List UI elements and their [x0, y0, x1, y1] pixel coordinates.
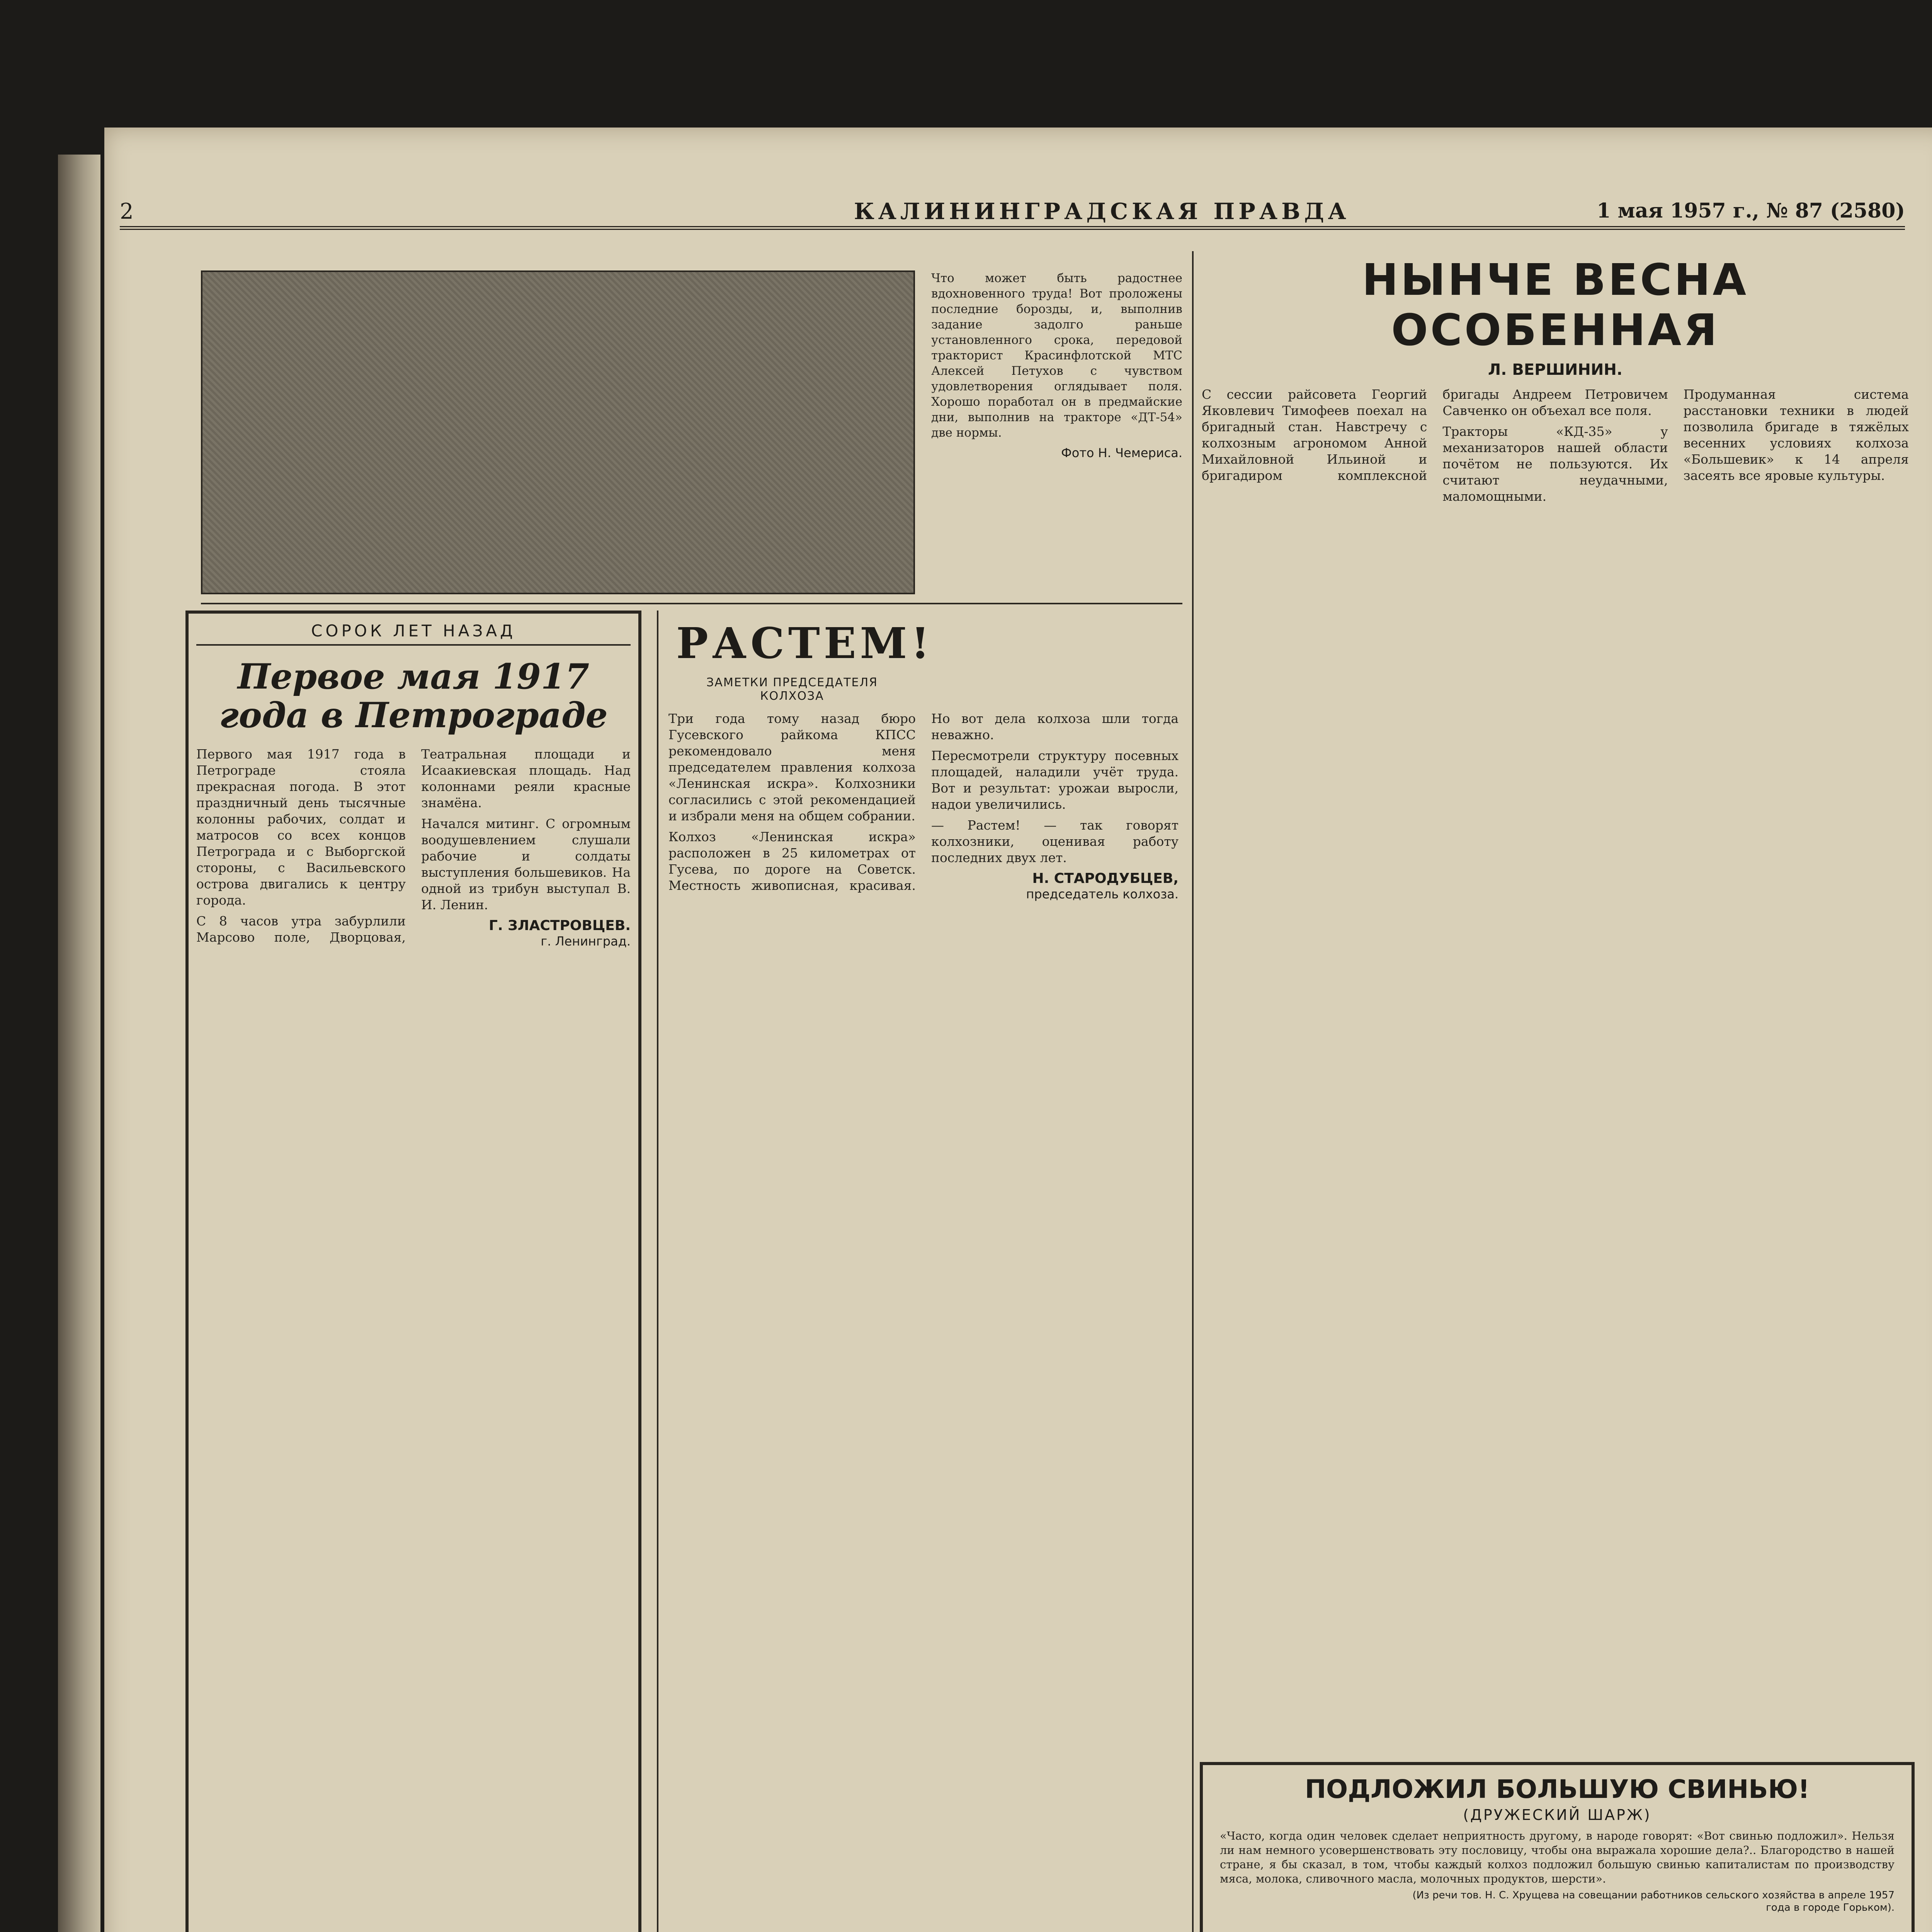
article-1917-body: [196, 746, 631, 949]
article-rastem-title: РАСТЕМ!: [676, 618, 934, 668]
issue-date: 1 мая 1957 г., № 87 (2580): [1597, 199, 1905, 223]
article-rastem: [668, 611, 1179, 1932]
caricature-quote: «Часто, когда один человек сделает неприятность другому, в народе говорят: «Вот свинью подложил». Нельзя ли нам немного усовершенствовать эту пословицу, чтобы она выражала хорошие дела?.. Благородство в нашей стране, я бы сказал, в том, чтобы каждый колхоз подложил большую свинью капиталистам по производству мяса, молока, сливочного масла, молочных продуктов, шерсти».: [1220, 1829, 1895, 1885]
article-1917-location: г. Ленинград.: [541, 934, 631, 949]
tractor-photo: [201, 270, 915, 594]
article-1917-title: Первое мая 1917 года в Петрограде: [219, 656, 608, 736]
newspaper-title: КАЛИНИНГРАДСКАЯ ПРАВДА: [854, 198, 1350, 224]
article-paragraph: Первого мая 1917 года в Петрограде стояла прекрасная погода. В этот праздничный день тысячные колонны рабочих, солдат и матросов со всех концов Петрограда и с Выборгской стороны, с Васильевского острова двигались к центру города.: [196, 747, 406, 908]
article-spring: [1202, 247, 1909, 1812]
tractor-caption-box: [931, 270, 1182, 591]
page-header: [120, 195, 1905, 230]
divider: [657, 611, 658, 1932]
article-1917: [185, 611, 641, 1932]
article-paragraph: С сессии райсовета Георгий Яковлевич Тимофеев поехал на бригадный стан. Навстречу с колхозным агрономом Анной Михайловной Ильиной и бригадиром комплексной бригады Андреем Петровичем Савченко он объехал все поля.: [1202, 387, 1668, 483]
caricature-source: (Из речи тов. Н. С. Хрущева на совещании работников сельского хозяйства в апреле 1957 года в городе Горьком).: [1412, 1889, 1895, 1913]
article-rastem-signature: Н. СТАРОДУБЦЕВ,: [1032, 871, 1179, 886]
divider: [201, 603, 1182, 604]
page-number: 2: [120, 199, 134, 224]
caricature-title: ПОДЛОЖИЛ БОЛЬШУЮ СВИНЬЮ!: [1304, 1774, 1810, 1804]
pig-drawing: [1212, 1918, 1900, 1932]
article-1917-kicker: СОРОК ЛЕТ НАЗАД: [196, 621, 631, 646]
article-1917-signature: Г. ЗЛАСТРОВЦЕВ.: [489, 918, 631, 934]
caricature-box: [1200, 1762, 1915, 1932]
divider: [1192, 251, 1194, 1932]
caricature-subtitle: (ДРУЖЕСКИЙ ШАРЖ): [1463, 1806, 1651, 1823]
article-paragraph: Начался митинг. С огромным воодушевлением слушали рабочие и солдаты выступления большевиков. На одной из трибун выступал В. И. Ленин.: [421, 816, 631, 912]
article-paragraph: Тракторы «КД-35» у механизаторов нашей области почётом не пользуются. Их считают неудачными, маломощными.: [1442, 424, 1668, 504]
article-paragraph: Колхоз «Ленинская искра» расположен в 25 километрах от Гусева, по дороге на Советск. Местность живописная, красивая. Но вот дела колхоза шли тогда неважно.: [668, 711, 1179, 893]
article-rastem-subtitle: ЗАМЕТКИ ПРЕДСЕДАТЕЛЯ КОЛХОЗА: [706, 676, 878, 703]
article-spring-author: Л. ВЕРШИНИН.: [1488, 361, 1622, 379]
article-paragraph: Три года тому назад бюро Гусевского райкома КПСС рекомендовало меня председателем правления колхоза «Ленинская искра». Колхозники согласились с этой рекомендацией и избрали меня на общем собрании.: [668, 711, 916, 823]
tractor-caption: Что может быть радостнее вдохновенного труда! Вот проложены последние борозды, и, выполнив задание задолго раньше установленного срока, передовой тракторист Красинфлотской МТС Алексей Петухов с чувством удовлетворения оглядывает поля. Хорошо поработал он в предмайские дни, выполнив на тракторе «ДТ-54» две нормы.: [931, 271, 1182, 440]
article-paragraph: Продуманная система расстановки техники в людей позволила бригаде в тяжёлых весенних условиях колхоза «Большевик» к 14 апреля засеять все яровые культуры.: [1683, 387, 1909, 483]
article-paragraph: Пересмотрели структуру посевных площадей, наладили учёт труда. Вот и результат: урожаи выросли, надои увеличились.: [931, 748, 1179, 812]
tractor-photo-credit: Фото Н. Чемериса.: [1061, 446, 1182, 460]
article-spring-title: НЫНЧЕ ВЕСНА ОСОБЕННАЯ: [1362, 255, 1748, 355]
article-paragraph: С 8 часов утра забурлили Марсово поле, Дворцовая, Театральная площади и Исаакиевская площадь. Над колоннами реяли красные знамёна.: [196, 747, 631, 945]
article-rastem-role: председатель колхоза.: [1026, 887, 1179, 901]
adjacent-page-edge: [58, 155, 100, 1932]
article-paragraph: — Растем! — так говорят колхозники, оценивая работу последних двух лет.: [931, 818, 1179, 865]
